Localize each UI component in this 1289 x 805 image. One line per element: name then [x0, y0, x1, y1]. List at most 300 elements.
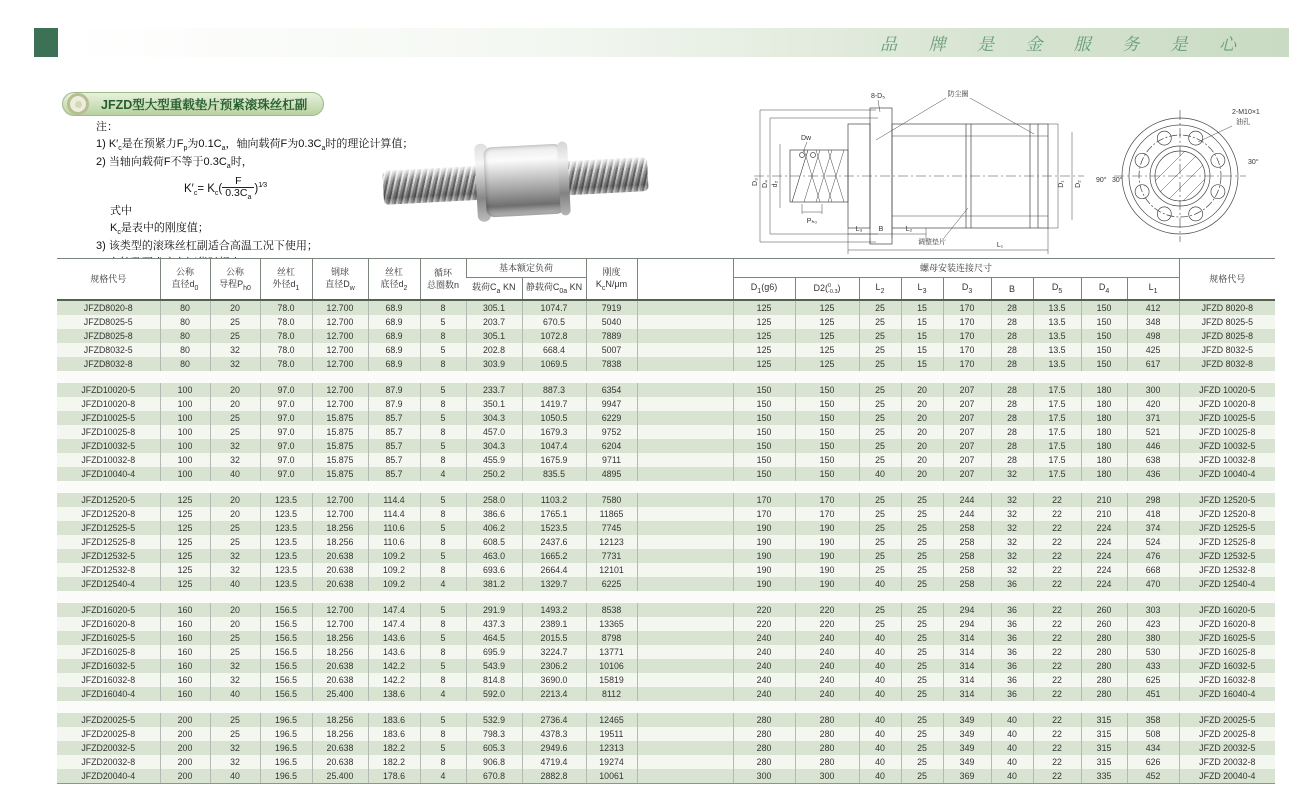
cell-value: 170: [943, 329, 991, 343]
cell-value: 2882.8: [522, 769, 586, 784]
cell-value: 36: [991, 659, 1033, 673]
cell-value: 6354: [586, 383, 637, 397]
cell-value: 207: [943, 467, 991, 481]
cell-value: 22: [1033, 727, 1081, 741]
cell-value: 97.0: [260, 425, 312, 439]
cell-value: 1675.9: [522, 453, 586, 467]
cell-spec-code-right: JFZD 16020-5: [1179, 603, 1275, 617]
cell-value: 28: [991, 439, 1033, 453]
cell-value: 182.2: [368, 755, 420, 769]
cell-value: 233.7: [466, 383, 522, 397]
cell-value: 125: [160, 507, 210, 521]
group-separator-row: [57, 591, 1275, 603]
cell-value: 240: [795, 659, 859, 673]
cell-value: 114.4: [368, 507, 420, 521]
cell-value: 12313: [586, 741, 637, 755]
cell-value: 5: [420, 315, 466, 329]
cell-spec-code: JFZD16020-5: [57, 603, 160, 617]
cell-value: 40: [991, 713, 1033, 727]
col-L3: $L_3$: [901, 278, 943, 301]
cell-value: 20.638: [312, 577, 368, 591]
table-row: [57, 343, 1275, 357]
cell-gap: [637, 769, 733, 784]
dust-ring-label: 防尘圈: [947, 91, 969, 98]
cell-value: 125: [733, 357, 795, 371]
table-row: [57, 713, 1275, 727]
cell-value: 887.3: [522, 383, 586, 397]
cell-value: 25.400: [312, 687, 368, 701]
cell-value: 369: [943, 769, 991, 784]
cell-value: 25: [859, 397, 901, 411]
cell-spec-code-right: JFZD 20025-8: [1179, 727, 1275, 741]
cell-spec-code: JFZD10025-8: [57, 425, 160, 439]
cell-value: 68.9: [368, 357, 420, 371]
cell-value: 8: [420, 300, 466, 315]
col-D3: $D_3$: [943, 278, 991, 301]
cell-spec-code: JFZD16025-8: [57, 645, 160, 659]
cell-value: 798.3: [466, 727, 522, 741]
cell-value: 693.6: [466, 563, 522, 577]
dim-L2-label: L₂: [905, 226, 913, 233]
cell-value: 8538: [586, 603, 637, 617]
cell-value: 180: [1081, 467, 1127, 481]
cell-value: 5: [420, 659, 466, 673]
cell-value: 7745: [586, 521, 637, 535]
dim-D4-label: D₄: [762, 180, 769, 188]
cell-value: 150: [795, 411, 859, 425]
cell-value: 5: [420, 439, 466, 453]
cell-value: 280: [733, 727, 795, 741]
cell-value: 625: [1127, 673, 1179, 687]
cell-value: 28: [991, 453, 1033, 467]
cell-value: 8: [420, 357, 466, 371]
cell-value: 280: [795, 755, 859, 769]
cell-value: 280: [1081, 687, 1127, 701]
cell-value: 22: [1033, 645, 1081, 659]
table-row: [57, 603, 1275, 617]
cell-value: 28: [991, 315, 1033, 329]
cell-value: 220: [795, 603, 859, 617]
cell-value: 250.2: [466, 467, 522, 481]
cell-value: 68.9: [368, 343, 420, 357]
cell-value: 150: [733, 467, 795, 481]
cell-value: 13.5: [1033, 300, 1081, 315]
cell-value: 156.5: [260, 659, 312, 673]
cell-gap: [637, 741, 733, 755]
cell-spec-code: JFZD16032-8: [57, 673, 160, 687]
cell-value: 224: [1081, 549, 1127, 563]
cell-value: 170: [795, 507, 859, 521]
cell-value: 100: [160, 411, 210, 425]
cell-value: 25: [859, 315, 901, 329]
cell-value: 109.2: [368, 549, 420, 563]
cell-value: 85.7: [368, 467, 420, 481]
cell-value: 2213.4: [522, 687, 586, 701]
cell-value: 32: [991, 521, 1033, 535]
cell-value: 374: [1127, 521, 1179, 535]
col-D2: D2( 0 -0.3 ): [795, 278, 859, 301]
cell-value: 150: [733, 439, 795, 453]
dim-L1-label: L₁: [996, 242, 1004, 249]
cell-spec-code-right: JFZD 10032-5: [1179, 439, 1275, 453]
cell-value: 207: [943, 397, 991, 411]
col-nominal-diameter: 公称 直径$d_0$: [160, 259, 210, 301]
cell-value: 348: [1127, 315, 1179, 329]
cell-value: 196.5: [260, 727, 312, 741]
cell-value: 5: [420, 383, 466, 397]
cell-spec-code-right: JFZD 10020-8: [1179, 397, 1275, 411]
cell-spec-code: JFZD8025-5: [57, 315, 160, 329]
cell-value: 608.5: [466, 535, 522, 549]
cell-value: 160: [160, 603, 210, 617]
cell-value: 434: [1127, 741, 1179, 755]
cell-gap: [637, 755, 733, 769]
cell-value: 125: [795, 343, 859, 357]
cell-value: 114.4: [368, 493, 420, 507]
cell-value: 150: [795, 439, 859, 453]
cell-value: 4719.4: [522, 755, 586, 769]
cell-spec-code-right: JFZD 20032-5: [1179, 741, 1275, 755]
cell-value: 36: [991, 577, 1033, 591]
cell-spec-code-right: JFZD 8020-8: [1179, 300, 1275, 315]
cell-value: 125: [733, 315, 795, 329]
cell-value: 40: [210, 467, 260, 481]
cell-value: 40: [859, 687, 901, 701]
table-row: [57, 617, 1275, 631]
cell-spec-code: JFZD10040-4: [57, 467, 160, 481]
cell-value: 25: [859, 493, 901, 507]
cell-value: 315: [1081, 755, 1127, 769]
cell-value: 240: [733, 645, 795, 659]
cell-spec-code: JFZD16025-5: [57, 631, 160, 645]
cell-value: 36: [991, 617, 1033, 631]
cell-value: 224: [1081, 563, 1127, 577]
cell-value: 36: [991, 645, 1033, 659]
table-row: [57, 741, 1275, 755]
table-row: [57, 507, 1275, 521]
cell-value: 32: [210, 343, 260, 357]
cell-value: 303: [1127, 603, 1179, 617]
cell-value: 97.0: [260, 453, 312, 467]
cell-value: 22: [1033, 741, 1081, 755]
cell-value: 2437.6: [522, 535, 586, 549]
cell-value: 349: [943, 755, 991, 769]
cell-value: 25: [901, 769, 943, 784]
cell-value: 150: [795, 467, 859, 481]
note-line-4: $K_c$是表中的刚度值；: [110, 221, 209, 237]
cell-spec-code: JFZD8025-8: [57, 329, 160, 343]
cell-value: 19274: [586, 755, 637, 769]
cell-value: 258: [943, 549, 991, 563]
cell-value: 294: [943, 617, 991, 631]
cell-value: 25: [859, 453, 901, 467]
table-row: [57, 439, 1275, 453]
cell-value: 125: [160, 535, 210, 549]
cell-value: 78.0: [260, 300, 312, 315]
cell-value: 406.2: [466, 521, 522, 535]
cell-value: 280: [795, 741, 859, 755]
cell-spec-code: JFZD20025-8: [57, 727, 160, 741]
cell-value: 28: [991, 300, 1033, 315]
cell-value: 25: [859, 535, 901, 549]
note-line-5: 3) 该类型的滚珠丝杠副适合高温工况下使用；: [96, 240, 318, 253]
oil-hole-label: 油孔: [1236, 119, 1250, 126]
cell-gap: [637, 315, 733, 329]
cell-value: 190: [795, 535, 859, 549]
cell-value: 5: [420, 411, 466, 425]
cell-spec-code: JFZD20032-5: [57, 741, 160, 755]
cell-value: 25: [210, 329, 260, 343]
cell-value: 170: [943, 357, 991, 371]
cell-value: 5: [420, 493, 466, 507]
cell-value: 100: [160, 397, 210, 411]
cell-value: 97.0: [260, 467, 312, 481]
cell-value: 20: [901, 397, 943, 411]
cell-spec-code: JFZD16040-4: [57, 687, 160, 701]
cell-value: 25: [901, 727, 943, 741]
cell-value: 6204: [586, 439, 637, 453]
cell-value: 150: [795, 397, 859, 411]
cell-value: 240: [733, 631, 795, 645]
col-D1: $D_1(g6)$: [733, 278, 795, 301]
cell-value: 97.0: [260, 411, 312, 425]
col-dynamic-load: 载荷$C_a$ KN: [466, 278, 522, 301]
cell-value: 25: [859, 603, 901, 617]
cell-value: 9752: [586, 425, 637, 439]
cell-value: 4: [420, 769, 466, 784]
cell-value: 196.5: [260, 741, 312, 755]
cell-value: 80: [160, 300, 210, 315]
cell-value: 25: [901, 741, 943, 755]
cell-value: 25: [901, 521, 943, 535]
cell-value: 110.6: [368, 521, 420, 535]
cell-value: 142.2: [368, 673, 420, 687]
cell-value: 7838: [586, 357, 637, 371]
cell-value: 349: [943, 727, 991, 741]
cell-value: 170: [943, 300, 991, 315]
cell-value: 143.6: [368, 631, 420, 645]
cell-value: 498: [1127, 329, 1179, 343]
table-body: [57, 300, 1275, 784]
cell-value: 180: [1081, 397, 1127, 411]
cell-value: 80: [160, 343, 210, 357]
cell-value: 160: [160, 673, 210, 687]
cell-value: 8: [420, 507, 466, 521]
cell-value: 25: [859, 439, 901, 453]
cell-value: 202.8: [466, 343, 522, 357]
cell-value: 12.700: [312, 383, 368, 397]
cell-value: 20: [901, 411, 943, 425]
cell-value: 15: [901, 343, 943, 357]
col-L2: $L_2$: [859, 278, 901, 301]
cell-value: 180: [1081, 383, 1127, 397]
cell-spec-code-right: JFZD 10040-4: [1179, 467, 1275, 481]
cell-value: 10061: [586, 769, 637, 784]
cell-value: 40: [859, 673, 901, 687]
cell-value: 1069.5: [522, 357, 586, 371]
cell-value: 125: [795, 315, 859, 329]
cell-gap: [637, 493, 733, 507]
cell-value: 25: [859, 521, 901, 535]
cell-value: 15.875: [312, 411, 368, 425]
cell-value: 423: [1127, 617, 1179, 631]
cell-value: 470: [1127, 577, 1179, 591]
col-static-load: 静载荷$C_{0a}$ KN: [522, 278, 586, 301]
cell-value: 412: [1127, 300, 1179, 315]
cell-value: 160: [160, 631, 210, 645]
cell-value: 8: [420, 535, 466, 549]
cell-value: 25: [859, 617, 901, 631]
cell-gap: [637, 687, 733, 701]
cell-value: 433: [1127, 659, 1179, 673]
cell-spec-code-right: JFZD 20025-5: [1179, 713, 1275, 727]
cell-value: 25: [859, 383, 901, 397]
cell-value: 25: [210, 727, 260, 741]
table-row: [57, 521, 1275, 535]
cell-gap: [637, 727, 733, 741]
page-title: JFZD型大型重载垫片预紧滚珠丝杠副: [101, 98, 308, 112]
cell-value: 22: [1033, 577, 1081, 591]
cell-value: 25: [901, 563, 943, 577]
cell-value: 80: [160, 357, 210, 371]
cell-value: 25: [901, 659, 943, 673]
bolt-spec-label: 2-M10×1: [1232, 109, 1260, 116]
cell-value: 670.8: [466, 769, 522, 784]
cell-value: 125: [160, 493, 210, 507]
cell-value: 12.700: [312, 617, 368, 631]
cell-value: 1523.5: [522, 521, 586, 535]
cell-value: 224: [1081, 521, 1127, 535]
cell-value: 452: [1127, 769, 1179, 784]
cell-value: 7919: [586, 300, 637, 315]
cell-value: 18.256: [312, 713, 368, 727]
cell-value: 314: [943, 645, 991, 659]
cell-value: 224: [1081, 535, 1127, 549]
cell-value: 2949.6: [522, 741, 586, 755]
cell-value: 20: [901, 425, 943, 439]
cell-value: 123.5: [260, 577, 312, 591]
cell-value: 80: [160, 315, 210, 329]
cell-value: 8112: [586, 687, 637, 701]
nut-body-image: [483, 144, 565, 218]
cell-value: 5: [420, 603, 466, 617]
cell-value: 258: [943, 521, 991, 535]
cell-value: 437.3: [466, 617, 522, 631]
cell-spec-code-right: JFZD 16025-5: [1179, 631, 1275, 645]
cell-value: 12.700: [312, 329, 368, 343]
cell-value: 32: [210, 563, 260, 577]
cell-value: 80: [160, 329, 210, 343]
cell-value: 20.638: [312, 673, 368, 687]
cell-value: 196.5: [260, 769, 312, 784]
cell-value: 40: [859, 769, 901, 784]
col-spec-code: 规格代号: [57, 259, 160, 301]
cell-value: 315: [1081, 741, 1127, 755]
cell-value: 303.9: [466, 357, 522, 371]
cell-value: 314: [943, 659, 991, 673]
cell-value: 9947: [586, 397, 637, 411]
cell-value: 1050.5: [522, 411, 586, 425]
group-separator-row: [57, 701, 1275, 713]
banner-band: [62, 28, 1289, 57]
cell-value: 125: [733, 343, 795, 357]
cell-value: 11865: [586, 507, 637, 521]
cell-value: 5007: [586, 343, 637, 357]
cell-value: 13.5: [1033, 329, 1081, 343]
cell-value: 25: [901, 549, 943, 563]
cell-value: 40: [859, 645, 901, 659]
cell-value: 156.5: [260, 673, 312, 687]
cell-value: 190: [795, 521, 859, 535]
cell-value: 298: [1127, 493, 1179, 507]
cell-value: 304.3: [466, 411, 522, 425]
cell-value: 210: [1081, 493, 1127, 507]
cell-value: 13365: [586, 617, 637, 631]
col-B: B: [991, 278, 1033, 301]
cell-gap: [637, 343, 733, 357]
cell-gap: [637, 411, 733, 425]
cell-value: 5: [420, 521, 466, 535]
cell-value: 125: [160, 521, 210, 535]
cell-value: 190: [733, 577, 795, 591]
col-D5: $D_5$: [1033, 278, 1081, 301]
cell-value: 22: [1033, 521, 1081, 535]
cell-value: 12.700: [312, 397, 368, 411]
cell-value: 8: [420, 645, 466, 659]
cell-value: 150: [795, 425, 859, 439]
cell-spec-code: JFZD10032-5: [57, 439, 160, 453]
cell-value: 28: [991, 329, 1033, 343]
cell-value: 638: [1127, 453, 1179, 467]
cell-value: 156.5: [260, 617, 312, 631]
cell-value: 22: [1033, 687, 1081, 701]
cell-value: 605.3: [466, 741, 522, 755]
cell-value: 300: [1127, 383, 1179, 397]
cell-value: 100: [160, 467, 210, 481]
cell-value: 305.1: [466, 300, 522, 315]
table-row: [57, 329, 1275, 343]
cell-value: 280: [733, 713, 795, 727]
cell-value: 22: [1033, 603, 1081, 617]
cell-value: 25: [901, 645, 943, 659]
cell-value: 125: [160, 577, 210, 591]
cell-value: 8798: [586, 631, 637, 645]
col-D4: $D_4$: [1081, 278, 1127, 301]
cell-value: 182.2: [368, 741, 420, 755]
cell-value: 617: [1127, 357, 1179, 371]
table-row: [57, 769, 1275, 784]
cell-value: 170: [943, 315, 991, 329]
cell-value: 18.256: [312, 645, 368, 659]
cell-value: 3690.0: [522, 673, 586, 687]
cell-value: 304.3: [466, 439, 522, 453]
cell-spec-code-right: JFZD 12532-8: [1179, 563, 1275, 577]
cell-value: 207: [943, 425, 991, 439]
cell-value: 20: [210, 603, 260, 617]
cell-value: 25: [859, 300, 901, 315]
cell-value: 457.0: [466, 425, 522, 439]
cell-value: 150: [733, 453, 795, 467]
cell-value: 670.5: [522, 315, 586, 329]
cell-value: 36: [991, 603, 1033, 617]
cell-value: 260: [1081, 617, 1127, 631]
cell-value: 463.0: [466, 549, 522, 563]
cell-value: 1765.1: [522, 507, 586, 521]
cell-value: 170: [795, 493, 859, 507]
cell-value: 12.700: [312, 315, 368, 329]
cell-spec-code-right: JFZD 12532-5: [1179, 549, 1275, 563]
cell-value: 17.5: [1033, 397, 1081, 411]
